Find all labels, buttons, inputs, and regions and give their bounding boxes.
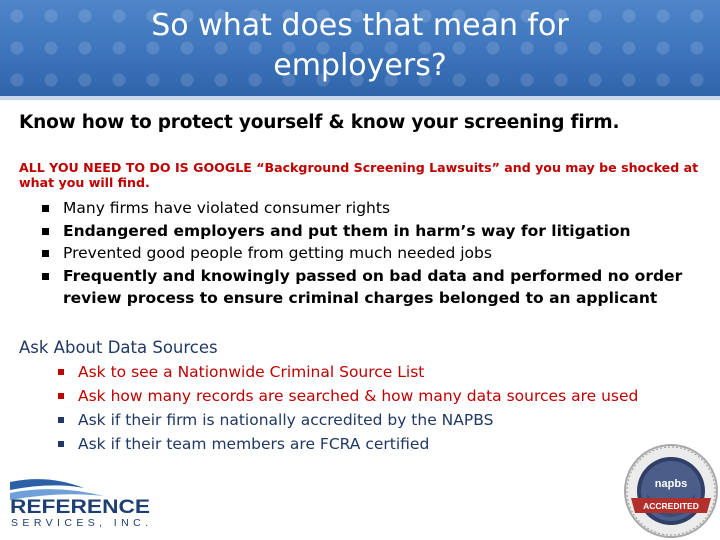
square-bullet-icon — [58, 393, 64, 399]
list-item-text: Frequently and knowingly passed on bad data and performed no order review process to ensure criminal charges belonged to an applicant — [63, 266, 683, 307]
list-item — [0, 265, 720, 310]
violations-list — [0, 197, 720, 310]
sources-list — [0, 360, 720, 456]
list-item-text: Ask to see a Nationwide Criminal Source List — [78, 363, 425, 381]
list-item-text: Ask if their team members are FCRA certified — [78, 435, 430, 453]
google-callout: ALL YOU NEED TO DO IS GOOGLE “Background Screening Lawsuits” and you may be shocked at what you will find. — [19, 160, 699, 190]
list-item — [0, 220, 720, 243]
list-item-text: Ask if their firm is nationally accredited by the NAPBS — [78, 411, 494, 429]
slide-title-line-1: So what does that mean for — [151, 8, 569, 43]
napbs-accredited-seal-icon — [622, 442, 720, 540]
list-item — [0, 197, 720, 220]
list-item — [0, 384, 720, 408]
logo-wordmark: REFERENCE — [10, 497, 150, 518]
list-item-text: Endangered employers and put them in harm’s way for litigation — [63, 221, 631, 240]
square-bullet-icon — [58, 417, 64, 423]
list-item — [0, 242, 720, 265]
reference-services-logo — [8, 476, 158, 532]
square-bullet-icon — [58, 369, 64, 375]
square-bullet-icon — [42, 250, 49, 257]
sources-heading: Ask About Data Sources — [19, 338, 218, 357]
list-item — [0, 432, 720, 456]
seal-name: napbs — [654, 478, 688, 490]
list-item-text: Many firms have violated consumer rights — [63, 199, 391, 217]
list-item-text: Ask how many records are searched & how many data sources are used — [78, 387, 639, 405]
list-item-text: Prevented good people from getting much needed jobs — [63, 244, 492, 262]
slide-title — [0, 6, 720, 86]
square-bullet-icon — [42, 205, 49, 212]
headline: Know how to protect yourself & know your screening firm. — [19, 112, 620, 133]
list-item — [0, 408, 720, 432]
square-bullet-icon — [58, 441, 64, 447]
title-banner — [0, 0, 720, 96]
square-bullet-icon — [42, 228, 49, 235]
banner-divider — [0, 96, 720, 100]
slide-title-line-2: employers? — [273, 48, 447, 83]
list-item — [0, 360, 720, 384]
square-bullet-icon — [42, 273, 49, 280]
logo-subtitle: SERVICES, INC. — [11, 517, 148, 529]
seal-label: ACCREDITED — [643, 501, 699, 511]
